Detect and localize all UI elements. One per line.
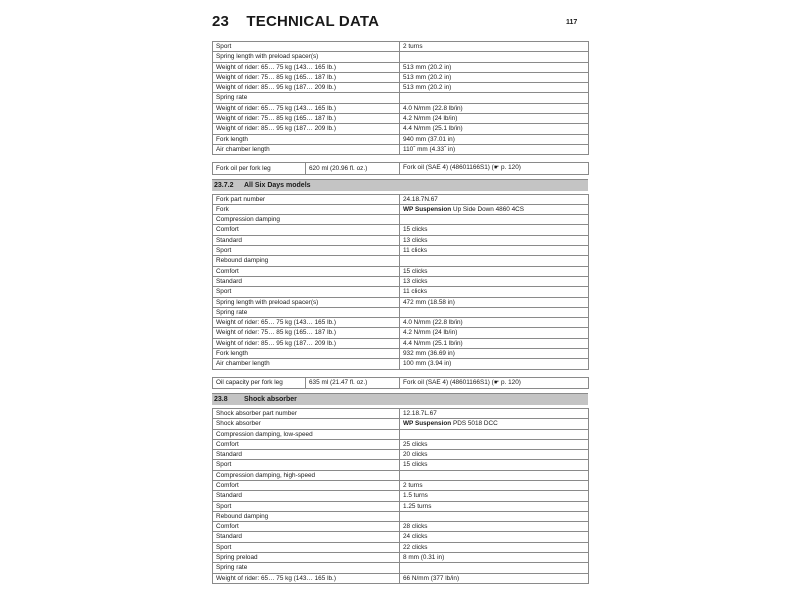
table-row — [213, 62, 589, 72]
row-value: 4.4 N/mm (25.1 lb/in) — [400, 124, 589, 134]
row-value: 513 mm (20.2 in) — [400, 72, 589, 82]
row-value: 15 clicks — [400, 225, 589, 235]
row-value: 28 clicks — [400, 522, 589, 532]
chapter-heading — [212, 13, 379, 30]
table-row — [213, 52, 589, 62]
table-row — [213, 163, 589, 174]
row-label: Rebound damping — [213, 256, 400, 266]
row-label: Weight of rider: 85… 95 kg (187… 209 lb.) — [213, 124, 400, 134]
spec-table-shock-absorber — [212, 408, 589, 584]
table-row — [213, 522, 589, 532]
row-value: 940 mm (37.01 in) — [400, 134, 589, 144]
oil-spec: Fork oil (SAE 4) (48601166S1) (☛ p. 120) — [400, 163, 589, 174]
table-row — [213, 318, 589, 328]
table-row — [213, 338, 589, 348]
row-value: 110ˆ mm (4.33ˆ in) — [400, 144, 589, 154]
table-row — [213, 124, 589, 134]
table-row — [213, 450, 589, 460]
table-row — [213, 114, 589, 124]
spec-table-six-days-fork — [212, 194, 589, 370]
row-value — [400, 511, 589, 521]
row-label: Standard — [213, 491, 400, 501]
row-label: Comfort — [213, 439, 400, 449]
row-label: Weight of rider: 65… 75 kg (143… 165 lb.) — [213, 318, 400, 328]
row-label: Weight of rider: 85… 95 kg (187… 209 lb.) — [213, 83, 400, 93]
table-row — [213, 491, 589, 501]
row-label: Comfort — [213, 480, 400, 490]
row-value: 4.0 N/mm (22.8 lb/in) — [400, 103, 589, 113]
row-label: Standard — [213, 235, 400, 245]
row-label: Weight of rider: 75… 85 kg (165… 187 lb.) — [213, 114, 400, 124]
oil-capacity-table — [212, 377, 589, 389]
row-value — [400, 256, 589, 266]
row-label: Spring length with preload spacer(s) — [213, 52, 400, 62]
table-row — [213, 42, 589, 52]
row-label: Fork — [213, 204, 400, 214]
row-label: Compression damping, high-speed — [213, 470, 400, 480]
row-value: 15 clicks — [400, 266, 589, 276]
row-label: Standard — [213, 276, 400, 286]
row-value: 4.2 N/mm (24 lb/in) — [400, 328, 589, 338]
row-label: Spring length with preload spacer(s) — [213, 297, 400, 307]
table-row — [213, 501, 589, 511]
chapter-number: 23 — [212, 13, 230, 30]
row-label: Air chamber length — [213, 144, 400, 154]
table-row — [213, 429, 589, 439]
chapter-title: TECHNICAL DATA — [246, 13, 380, 30]
table-row — [213, 215, 589, 225]
table-row — [213, 349, 589, 359]
row-value — [400, 563, 589, 573]
row-label: Comfort — [213, 266, 400, 276]
table-row — [213, 470, 589, 480]
row-label: Compression damping, low-speed — [213, 429, 400, 439]
page-number: 117 — [566, 19, 578, 26]
row-label: Shock absorber part number — [213, 408, 400, 418]
oil-spec: Fork oil (SAE 4) (48601166S1) (☛ p. 120) — [400, 377, 589, 388]
superscript-mark: ˆ — [413, 145, 418, 153]
table-row — [213, 204, 589, 214]
row-value: 472 mm (18.58 in) — [400, 297, 589, 307]
table-row — [213, 307, 589, 317]
row-label: Weight of rider: 65… 75 kg (143… 165 lb.) — [213, 62, 400, 72]
row-label: Weight of rider: 65… 75 kg (143… 165 lb.) — [213, 103, 400, 113]
row-value: 11 clicks — [400, 287, 589, 297]
row-value — [400, 215, 589, 225]
table-row — [213, 266, 589, 276]
row-value: WP Suspension Up Side Down 4860 4CS — [400, 204, 589, 214]
table-row — [213, 573, 589, 583]
row-value — [400, 93, 589, 103]
table-row — [213, 287, 589, 297]
table-row — [213, 377, 589, 388]
row-label: Spring preload — [213, 553, 400, 563]
row-value: WP Suspension PDS 5018 DCC — [400, 419, 589, 429]
table-row — [213, 144, 589, 154]
section-heading-23-8: 23.8 Shock absorber — [212, 393, 588, 405]
row-label: Sport — [213, 42, 400, 52]
row-value: 513 mm (20.2 in) — [400, 83, 589, 93]
row-value: 25 clicks — [400, 439, 589, 449]
content — [212, 41, 588, 584]
table-row — [213, 103, 589, 113]
row-value: 2 turns — [400, 480, 589, 490]
row-value: 24 clicks — [400, 532, 589, 542]
row-value: 13 clicks — [400, 235, 589, 245]
row-label: Fork length — [213, 134, 400, 144]
table-row — [213, 542, 589, 552]
table-row — [213, 532, 589, 542]
row-value: 20 clicks — [400, 450, 589, 460]
row-value — [400, 52, 589, 62]
row-value: 932 mm (36.69 in) — [400, 349, 589, 359]
row-value: 13 clicks — [400, 276, 589, 286]
row-label: Standard — [213, 532, 400, 542]
row-label: Compression damping — [213, 215, 400, 225]
row-value: 66 N/mm (377 lb/in) — [400, 573, 589, 583]
table-row — [213, 480, 589, 490]
table-row — [213, 553, 589, 563]
table-row — [213, 83, 589, 93]
oil-amount: 635 ml (21.47 fl. oz.) — [306, 377, 400, 388]
row-label: Sport — [213, 501, 400, 511]
row-value: 2 turns — [400, 42, 589, 52]
table-row — [213, 408, 589, 418]
row-label: Weight of rider: 65… 75 kg (143… 165 lb.) — [213, 573, 400, 583]
table-row — [213, 439, 589, 449]
row-label: Weight of rider: 75… 85 kg (165… 187 lb.) — [213, 72, 400, 82]
row-value: 15 clicks — [400, 460, 589, 470]
row-value — [400, 429, 589, 439]
table-row — [213, 93, 589, 103]
row-value — [400, 307, 589, 317]
row-value: 1.5 turns — [400, 491, 589, 501]
table-row — [213, 246, 589, 256]
row-value — [400, 470, 589, 480]
table-row — [213, 297, 589, 307]
row-label: Spring rate — [213, 93, 400, 103]
row-value: 513 mm (20.2 in) — [400, 62, 589, 72]
row-value: 4.0 N/mm (22.8 lb/in) — [400, 318, 589, 328]
table-row — [213, 134, 589, 144]
row-value: 11 clicks — [400, 246, 589, 256]
table-row — [213, 563, 589, 573]
row-value: 1.25 turns — [400, 501, 589, 511]
row-label: Oil capacity per fork leg — [213, 377, 306, 388]
row-label: Standard — [213, 450, 400, 460]
row-label: Sport — [213, 246, 400, 256]
page-reference-icon: ☛ — [493, 379, 500, 386]
table-row — [213, 460, 589, 470]
table-row — [213, 225, 589, 235]
row-label: Comfort — [213, 225, 400, 235]
table-row — [213, 328, 589, 338]
table-row — [213, 194, 589, 204]
row-label: Comfort — [213, 522, 400, 532]
row-value: 8 mm (0.31 in) — [400, 553, 589, 563]
row-label: Sport — [213, 460, 400, 470]
row-value: 12.18.7L.67 — [400, 408, 589, 418]
table-row — [213, 511, 589, 521]
row-label: Fork part number — [213, 194, 400, 204]
row-label: Fork length — [213, 349, 400, 359]
row-value: 100 mm (3.94 in) — [400, 359, 589, 369]
page-reference-icon: ☛ — [493, 165, 500, 172]
table-row — [213, 235, 589, 245]
row-value: 24.18.7N.67 — [400, 194, 589, 204]
section-heading-23-7-2: 23.7.2 All Six Days models — [212, 179, 588, 191]
table-row — [213, 276, 589, 286]
row-label: Air chamber length — [213, 359, 400, 369]
fork-oil-table — [212, 162, 589, 174]
table-row — [213, 419, 589, 429]
row-label: Shock absorber — [213, 419, 400, 429]
table-row — [213, 256, 589, 266]
row-label: Weight of rider: 85… 95 kg (187… 209 lb.) — [213, 338, 400, 348]
row-label: Spring rate — [213, 307, 400, 317]
spec-table-fork-continued — [212, 41, 589, 155]
oil-amount: 620 ml (20.96 fl. oz.) — [306, 163, 400, 174]
row-label: Rebound damping — [213, 511, 400, 521]
row-value: 4.4 N/mm (25.1 lb/in) — [400, 338, 589, 348]
table-row — [213, 72, 589, 82]
table-row — [213, 359, 589, 369]
row-value: 22 clicks — [400, 542, 589, 552]
row-label: Spring rate — [213, 563, 400, 573]
row-label: Sport — [213, 542, 400, 552]
row-value: 4.2 N/mm (24 lb/in) — [400, 114, 589, 124]
row-label: Sport — [213, 287, 400, 297]
row-label: Fork oil per fork leg — [213, 163, 306, 174]
row-label: Weight of rider: 75… 85 kg (165… 187 lb.) — [213, 328, 400, 338]
